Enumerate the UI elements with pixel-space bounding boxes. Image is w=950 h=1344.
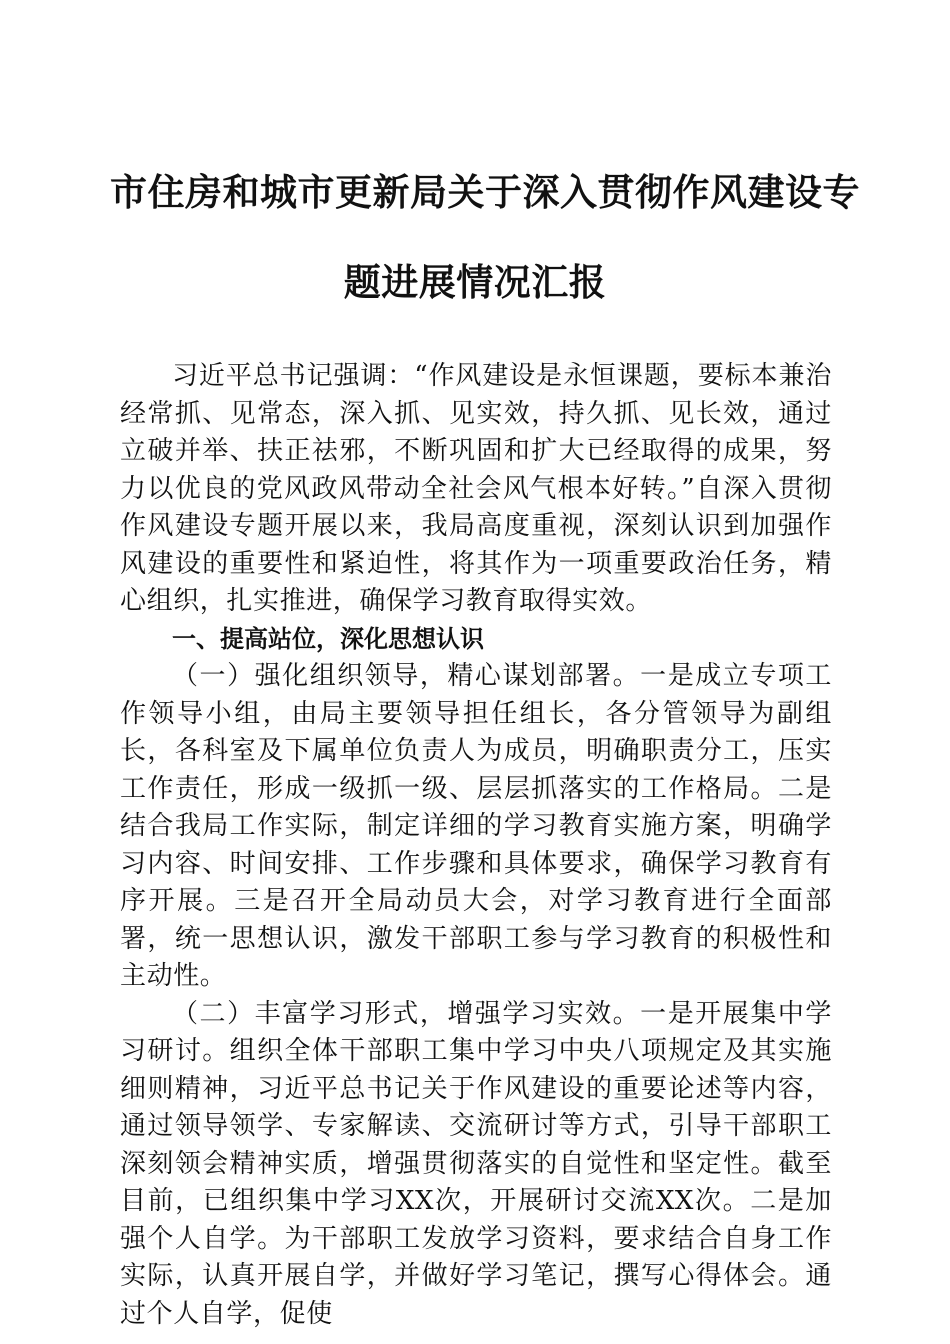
subsection-text-2: 一是开展集中学习研讨。组织全体干部职工集中学习中央八项规定及其实施细则精神，习近平总书记关于作风建设的重要论述等内容，通过领导领学、专家解读、交流研讨等方式，引导干部职工深刻领会精神实质，增强贯彻落实的自觉性和坚定性。截至目前，已组织集中学习XX次，开展研讨交流XX次。二是加强个人自学。为干部职工发放学习资料，要求结合自身工作实际，认真开展自学，并做好学习笔记，撰写心得体会。通过个人自学，促使 [120,998,833,1329]
title-line-2: 题进展情况汇报 [343,261,607,304]
intro-paragraph: 习近平总书记强调：“作风建设是永恒课题，要标本兼治经常抓、见常态，深入抓、见实效，持久抓、见长效，通过立破并举、扶正祛邪，不断巩固和扩大已经取得的成果，努力以优良的党风政风带动全社会风气根本好转。”自深入贯彻作风建设专题开展以来，我局高度重视，深刻认识到加强作风建设的重要性和紧迫性，将其作为一项重要政治任务，精心组织，扎实推进，确保学习教育取得实效。 [120,361,832,616]
subsection-paragraph-1 [120,658,832,996]
subsection-text-1: 一是成立专项工作领导小组，由局主要领导担任组长，各分管领导为副组长，各科室及下属单位负责人为成员，明确职责分工，压实工作责任，形成一级抓一级、层层抓落实的工作格局。二是结合我局工作实际，制定详细的学习教育实施方案，明确学习内容、时间安排、工作步骤和具体要求，确保学习教育有序开展。三是召开全局动员大会，对学习教育进行全面部署，统一思想认识，激发干部职工参与学习教育的积极性和主动性。 [120,661,833,991]
title-line-1: 市住房和城市更新局关于深入贯彻作风建设专 [110,171,860,214]
subsection-lead-2: （二）丰富学习形式，增强学习实效。 [172,998,641,1029]
document-title [110,168,860,308]
document-body [120,358,832,1333]
subsection-paragraph-2 [120,996,832,1334]
subsection-lead-1: （一）强化组织领导，精心谋划部署。 [172,661,641,691]
section-heading-1: 一、提高站位，深化思想认识 [172,624,484,653]
